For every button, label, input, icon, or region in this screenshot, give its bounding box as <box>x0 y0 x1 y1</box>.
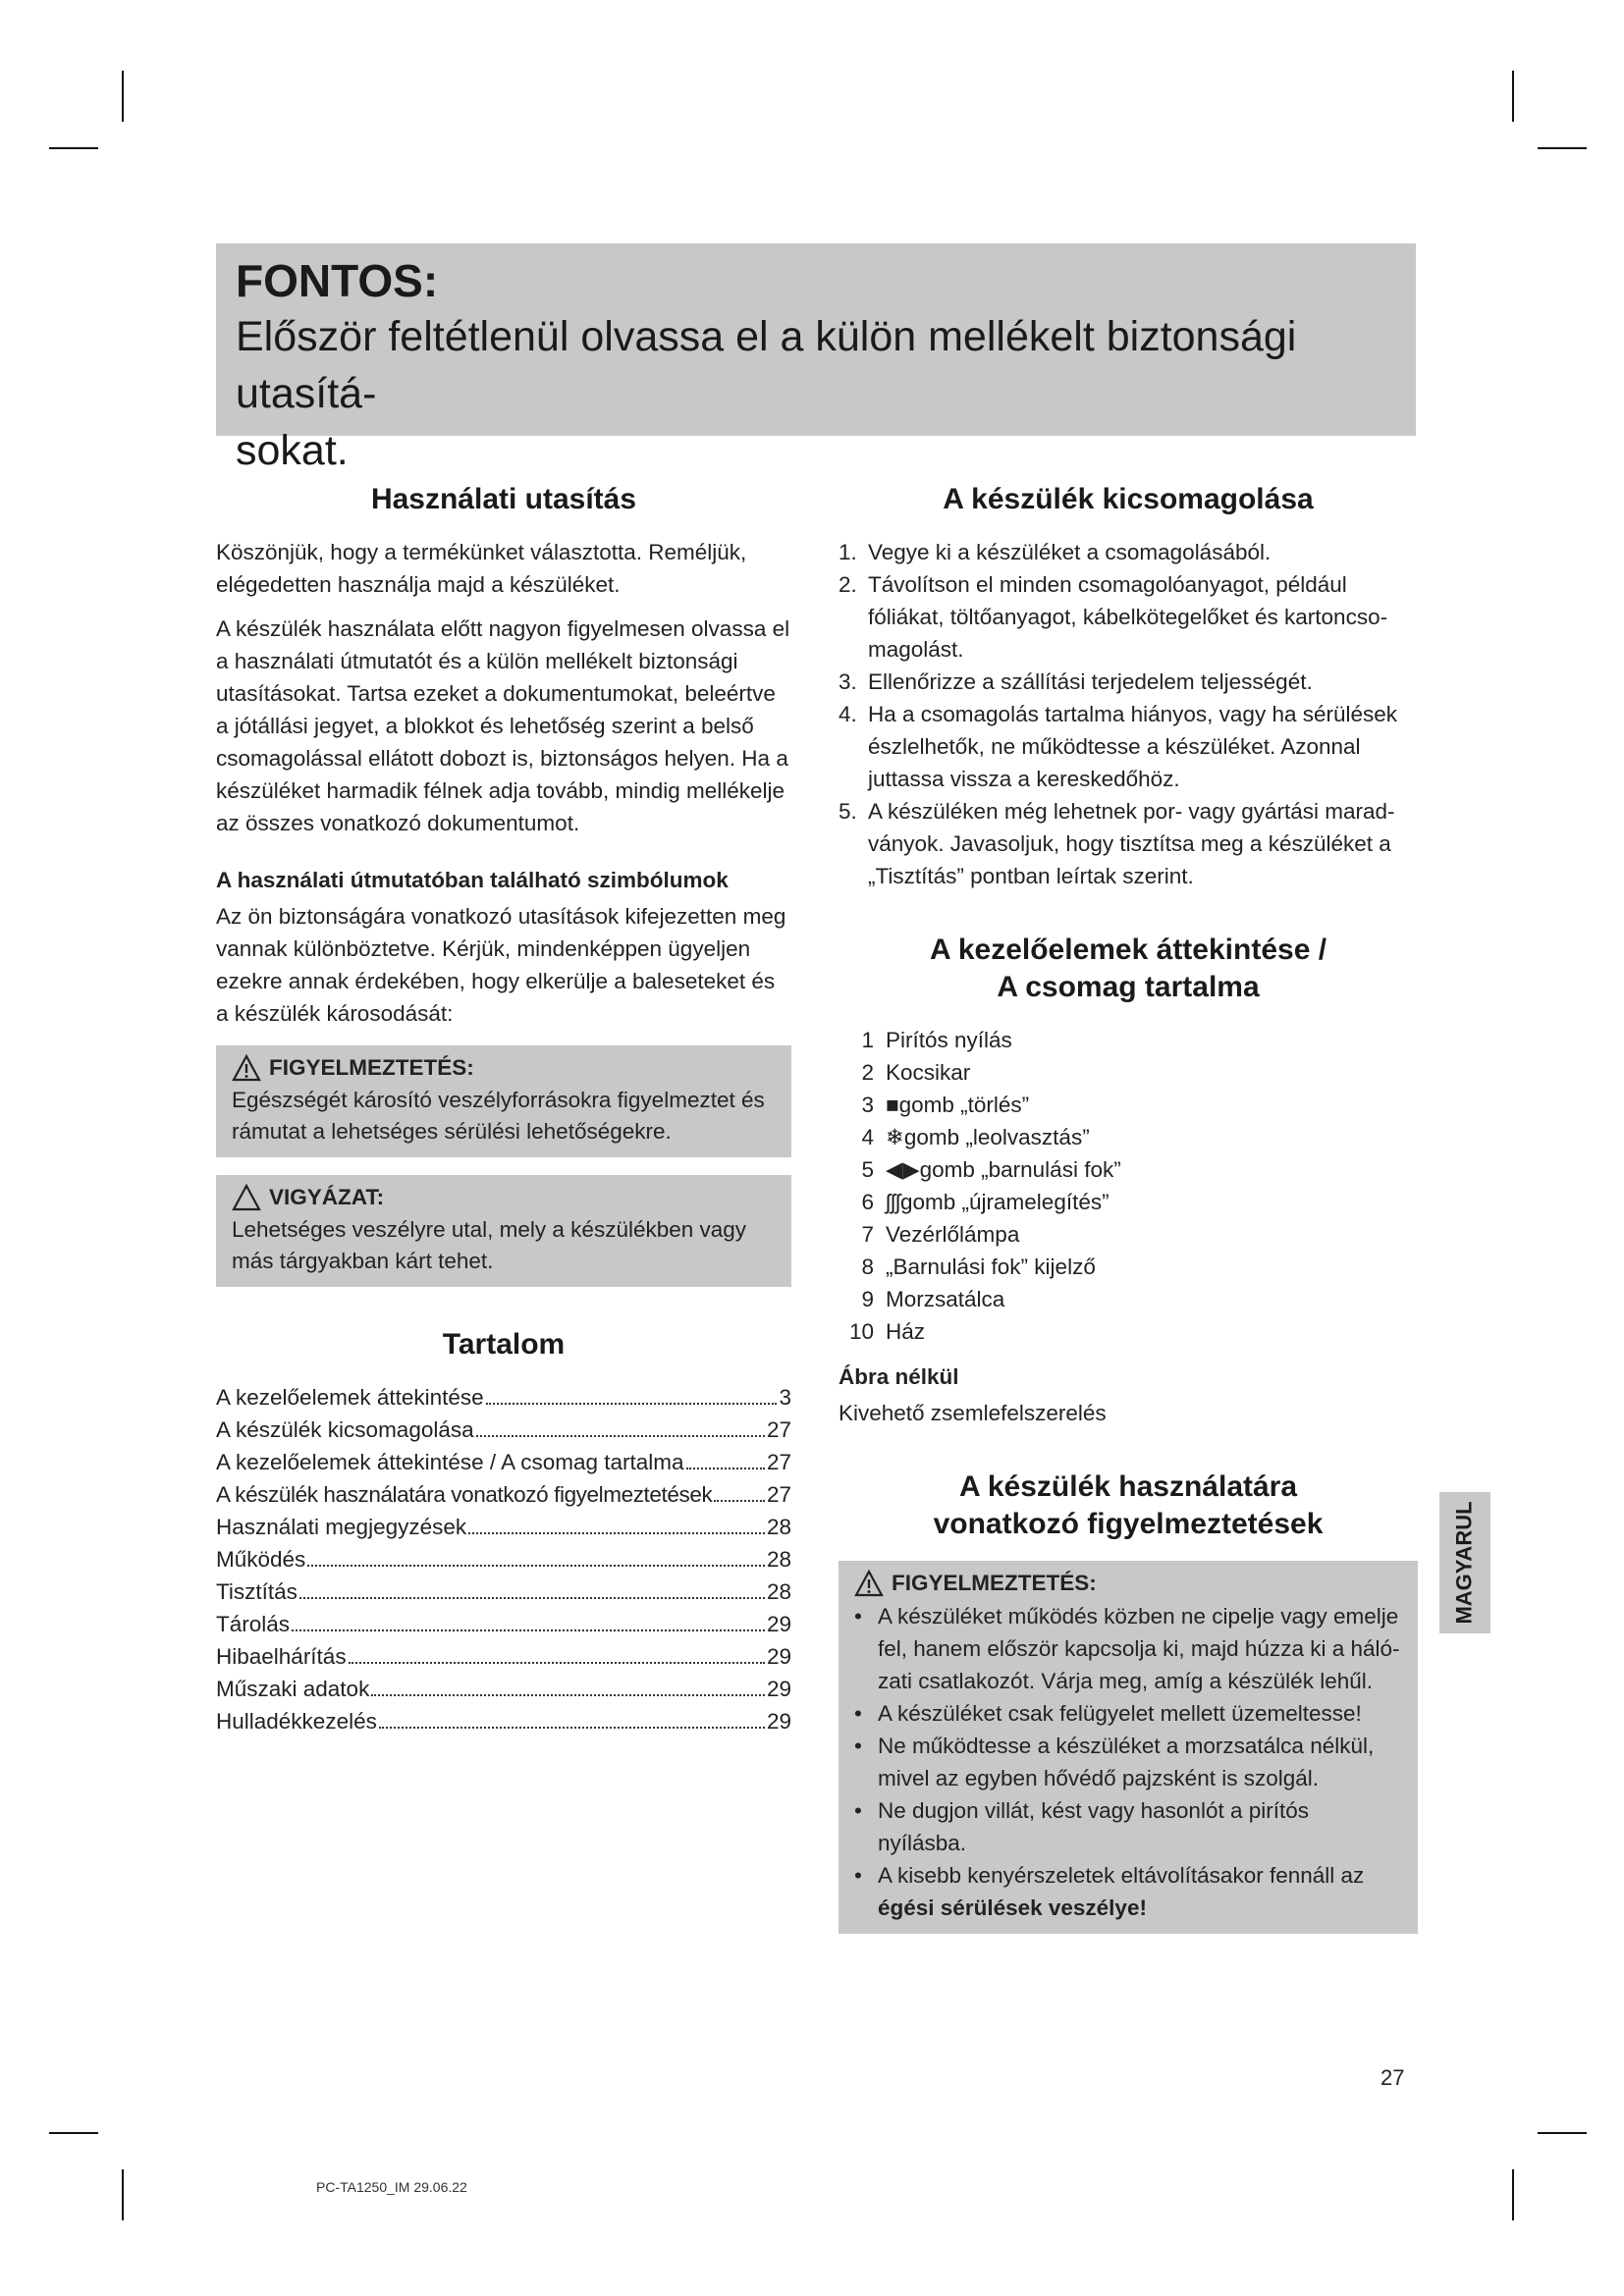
list-item: 1. Vegye ki a készüléket a csomagolásából. <box>839 540 1272 564</box>
toc-heading: Tartalom <box>442 1328 566 1361</box>
list-item: 4. Ha a csomagolás tartalma hiányos, vagy ha sérülések észlelhetők, ne működtesse a készüléket. Azonnal juttassa vissza a kereskedőhöz. <box>839 702 1398 791</box>
important-banner <box>216 243 1416 474</box>
not-shown-text: Kivehető zsemlefelszerelés <box>839 1401 1107 1425</box>
toc-title: Használati megjegyzések <box>216 1515 467 1539</box>
language-side-tab <box>1439 1492 1490 1633</box>
caution-title: VIGYÁZAT: <box>269 1185 385 1209</box>
toc-page: 27 <box>766 1482 791 1507</box>
warning-box <box>216 1045 791 1157</box>
list-item: 3. Ellenőrizze a szállítási terjedelem teljességét. <box>839 669 1313 694</box>
symbols-text: Az ön biztonságára vonatkozó utasítások kifejezetten meg vannak különböztetve. Kérjük, mindenképpen ügyeljen ezekre annak érdekében, hogy elkerülje a baleseteket és a készülék károsodását: <box>216 904 786 1026</box>
banner-text-line1: Először feltétlenül olvassa el a külön mellékelt biztonsági utasítá- <box>236 313 1297 417</box>
list-item: • A készüléket működés közben ne cipelje vagy emelje fel, hanem először kapcsolja ki, majd húzza ki a háló-zati csatlakozót. Várja meg, amíg a készülék lehűl. <box>854 1604 1400 1693</box>
stop-icon: ■ <box>886 1093 899 1117</box>
banner-title: FONTOS: <box>236 255 439 306</box>
list-item: 10 Ház <box>848 1319 926 1344</box>
list-item: 3 ■ gomb „törlés” <box>839 1089 1418 1121</box>
list-item: • Ne működtesse a készüléket a morzsatálca nélkül, mivel az egyben hővédő pajzsként is szolgál. <box>854 1734 1375 1790</box>
crop-mark <box>49 147 98 149</box>
list-item: 8 „Barnulási fok” kijelző <box>861 1255 1096 1279</box>
toc-list <box>216 1381 791 1737</box>
intro-heading: Használati utasítás <box>370 483 637 515</box>
list-item: 4 ❄ gomb „leolvasztás” <box>839 1121 1418 1153</box>
toc-page: 3 <box>779 1385 791 1410</box>
not-shown-title: Ábra nélkül <box>839 1364 959 1389</box>
toc-title: Tárolás <box>216 1612 291 1636</box>
right-column <box>839 481 1418 1951</box>
crop-mark <box>122 2169 124 2220</box>
crop-mark <box>122 71 124 122</box>
crop-mark <box>1538 2132 1587 2134</box>
list-item: • A készüléket csak felügyelet mellett üzemeltesse! <box>854 1701 1362 1726</box>
warning-title-row <box>232 1051 776 1085</box>
list-item: 7 Vezérlőlámpa <box>861 1222 1020 1247</box>
list-item: • Ne dugjon villát, kést vagy hasonlót a pirítós nyílásba. <box>854 1798 1309 1855</box>
toc-page: 29 <box>766 1677 791 1701</box>
warning-triangle-icon <box>232 1054 261 1082</box>
toc-page: 28 <box>766 1547 791 1572</box>
defrost-icon: ❄ <box>886 1125 904 1149</box>
browning-arrows-icon: ◀▶ <box>886 1157 920 1182</box>
warning-text: Egészségét károsító veszélyforrásokra figyelmeztet és rámutat a lehetséges sérülési lehetőségekre. <box>232 1088 765 1144</box>
toc-page: 29 <box>766 1612 791 1636</box>
toc-page: 29 <box>766 1709 791 1734</box>
reheat-icon: ʃʃʃ <box>886 1190 900 1214</box>
toc-title: Hulladékkezelés <box>216 1709 377 1734</box>
toc-title: A készülék kicsomagolása <box>216 1417 474 1442</box>
crop-mark <box>49 2132 98 2134</box>
left-column <box>216 481 791 1737</box>
toc-title: A kezelőelemek áttekintése <box>216 1385 484 1410</box>
toc-page: 27 <box>766 1450 791 1474</box>
toc-page: 29 <box>766 1644 791 1669</box>
list-item: 6 ʃʃʃ gomb „újramelegítés” <box>839 1186 1418 1218</box>
unpacking-steps <box>839 536 1418 892</box>
toc-row <box>216 1414 791 1446</box>
toc-row <box>216 1608 791 1640</box>
list-item: • A kisebb kenyérszeletek eltávolításakor fennáll az égési sérülések veszélye! <box>854 1863 1365 1920</box>
footer-code: PC-TA1250_IM 29.06.22 <box>316 2179 467 2195</box>
list-item: 5. A készüléken még lehetnek por- vagy gyártási marad-ványok. Javasoljuk, hogy tisztítsa meg a készüléket a „Tisztítás” pontban leírtak szerint. <box>839 799 1395 888</box>
toc-page: 28 <box>766 1515 791 1539</box>
toc-row <box>216 1446 791 1478</box>
toc-row <box>216 1575 791 1608</box>
crop-mark <box>1512 71 1514 122</box>
warning-triangle-icon <box>854 1570 884 1597</box>
toc-row <box>216 1543 791 1575</box>
usage-warning-title: FIGYELMEZTETÉS: <box>892 1571 1097 1595</box>
toc-title: Hibaelhárítás <box>216 1644 347 1669</box>
unpacking-heading: A készülék kicsomagolása <box>943 483 1314 515</box>
toc-title: Tisztítás <box>216 1579 298 1604</box>
list-item: 9 Morzsatálca <box>861 1287 1005 1311</box>
toc-page: 28 <box>766 1579 791 1604</box>
list-item: 2 Kocsikar <box>861 1060 971 1085</box>
toc-title: A készülék használatára vonatkozó figyelmeztetések <box>216 1482 713 1507</box>
usage-warning-list <box>854 1600 1402 1924</box>
caution-box <box>216 1175 791 1287</box>
usage-warnings-heading: A készülék használatára vonatkozó figyelmeztetések <box>933 1470 1324 1540</box>
toc-row <box>216 1381 791 1414</box>
toc-title: Működés <box>216 1547 306 1572</box>
symbols-heading: A használati útmutatóban található szimbólumok <box>216 868 729 892</box>
usage-warning-box <box>839 1561 1418 1934</box>
warning-title: FIGYELMEZTETÉS: <box>269 1055 474 1080</box>
toc-title: A kezelőelemek áttekintése / A csomag tartalma <box>216 1450 684 1474</box>
caution-text: Lehetséges veszélyre utal, mely a készülékben vagy más tárgyakban kárt tehet. <box>232 1217 747 1273</box>
list-item: 2. Távolítson el minden csomagolóanyagot, például fóliákat, töltőanyagot, kábelkötegelőket és kartoncso-magolást. <box>839 572 1388 662</box>
overview-heading: A kezelőelemek áttekintése / A csomag tartalma <box>929 934 1327 1003</box>
toc-row <box>216 1640 791 1673</box>
intro-paragraph-2: A készülék használata előtt nagyon figyelmesen olvassa el a használati útmutatót és a külön mellékelt biztonsági utasításokat. Tartsa ezeket a dokumentumokat, beleértve a jótállási jegyet, a blokkot és lehetőség szerint a belső csomagolással ellátott dobozt is, biztonságos helyen. Ha a készüléket harmadik félnek adja tovább, mindig mellékelje az összes vonatkozó dokumentumot. <box>216 616 790 835</box>
caution-title-row <box>232 1181 776 1214</box>
toc-title: Műszaki adatok <box>216 1677 370 1701</box>
crop-mark <box>1512 2169 1514 2220</box>
usage-warning-title-row <box>854 1567 1402 1600</box>
toc-row <box>216 1478 791 1511</box>
toc-row <box>216 1705 791 1737</box>
caution-triangle-icon <box>232 1184 261 1211</box>
banner-text-line2: sokat. <box>236 427 349 474</box>
crop-mark <box>1538 147 1587 149</box>
toc-row <box>216 1673 791 1705</box>
toc-row <box>216 1511 791 1543</box>
page-number: 27 <box>1380 2065 1405 2090</box>
list-item: 1 Pirítós nyílás <box>861 1028 1012 1052</box>
toc-page: 27 <box>766 1417 791 1442</box>
list-item: 5 ◀▶ gomb „barnulási fok” <box>839 1153 1418 1186</box>
language-label: MAGYARUL <box>1452 1501 1477 1625</box>
parts-list <box>839 1024 1418 1348</box>
intro-paragraph-1: Köszönjük, hogy a termékünket választotta. Reméljük, elégedetten használja majd a készüléket. <box>216 540 747 597</box>
